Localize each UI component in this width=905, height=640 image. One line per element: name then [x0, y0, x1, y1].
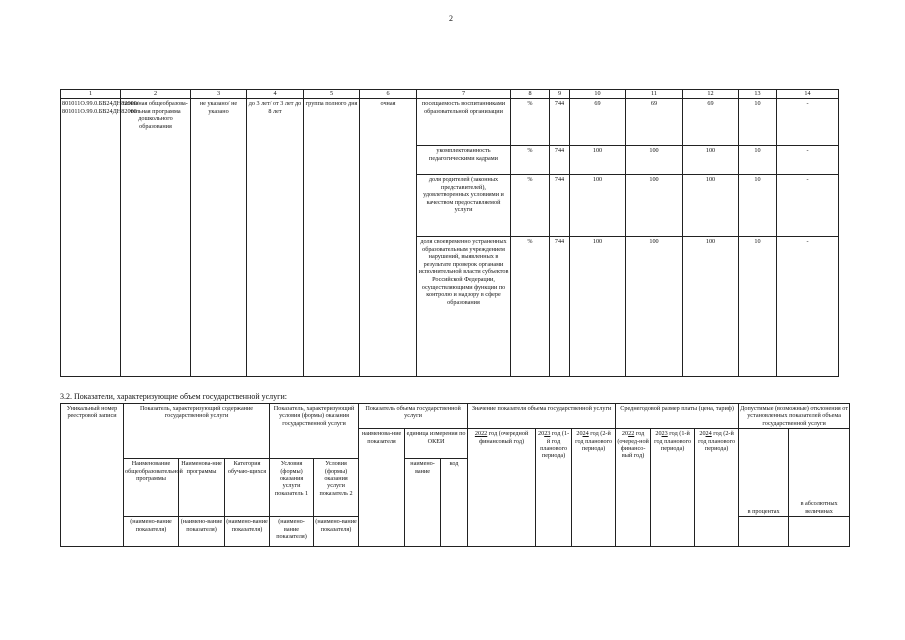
section-title: 3.2. Показатели, характеризующие объем государственной услуги: — [60, 392, 287, 401]
col-num: 8 — [511, 90, 550, 99]
column-numbers-row — [61, 90, 839, 99]
content-col-1: Наименование общеобразовательной программы — [124, 459, 179, 517]
deviation-cell: 10 — [739, 146, 777, 175]
abs-deviation-cell: - — [777, 237, 839, 377]
sub-label: (наимено-вание показателя) — [179, 517, 225, 547]
unit-cell: % — [511, 99, 550, 146]
empty-cell — [739, 517, 789, 547]
col-num: 12 — [683, 90, 739, 99]
indicator-name: укомплектованность педагогическими кадрами — [417, 146, 511, 175]
value-cell: 100 — [626, 237, 683, 377]
col-num: 11 — [626, 90, 683, 99]
value-year-2: 2023 год (1-й год планового периода) — [536, 429, 572, 547]
condition-col-2: Условия (формы) оказания услуги показатель 2 — [314, 459, 359, 517]
value-cell: 69 — [683, 99, 739, 146]
indicator-name: посещаемость воспитанниками образовательной организации — [417, 99, 511, 146]
price-year-1: 2022 год (очеред-ной финансо-вый год) — [616, 429, 651, 547]
abs-deviation-cell: - — [777, 146, 839, 175]
content-header: Показатель, характеризующий содержание государственной услуги — [124, 404, 270, 459]
value-cell: 100 — [683, 175, 739, 237]
unit-code-header: код — [441, 459, 468, 547]
col-num: 1 — [61, 90, 121, 99]
sub-label: (наимено-вание показателя) — [270, 517, 314, 547]
col-num: 4 — [247, 90, 304, 99]
value-cell: 100 — [570, 237, 626, 377]
col-num: 10 — [570, 90, 626, 99]
indicator-name: доля родителей (законных представителей), удовлетворенных условиями и качеством предоставляемой услуги — [417, 175, 511, 237]
form-cell: очная — [360, 99, 417, 377]
value-cell: 100 — [570, 146, 626, 175]
deviation-cell: 10 — [739, 237, 777, 377]
table-row — [61, 99, 839, 146]
page-number: 2 — [449, 14, 453, 23]
unit-name-header: наимено-вание — [405, 459, 441, 547]
deviation-header: Допустимые (возможные) отклонения от установленных показателей объема государственной услуги — [740, 405, 849, 427]
value-cell: 100 — [683, 237, 739, 377]
col-num: 9 — [550, 90, 570, 99]
sub-label: (наимено-вание показателя) — [225, 517, 270, 547]
okei-cell: 744 — [550, 237, 570, 377]
volume-unit-header: единица измерения по ОКЕИ — [405, 429, 468, 459]
conditions-header: Показатель, характеризующий условия (формы) оказания государственной услуги — [270, 404, 359, 459]
volume-name-header: наименова-ние показателя — [359, 429, 405, 547]
empty-cell — [789, 517, 850, 547]
program-name-cell: не указано/ не указано — [191, 99, 247, 377]
col-num: 3 — [191, 90, 247, 99]
col-num: 13 — [739, 90, 777, 99]
abs-deviation-cell: - — [777, 175, 839, 237]
value-cell: 100 — [570, 175, 626, 237]
okei-cell: 744 — [550, 99, 570, 146]
deviation-abs-header: в абсолютных величинах — [789, 429, 850, 517]
price-header: Среднегодовой размер платы (цена, тариф) — [616, 404, 739, 429]
unit-cell: % — [511, 237, 550, 377]
col-num: 6 — [360, 90, 417, 99]
sub-label: (наимено-вание показателя) — [124, 517, 179, 547]
deviation-cell: 10 — [739, 175, 777, 237]
group-cell: группа полного дня — [304, 99, 360, 377]
deviation-cell: 10 — [739, 99, 777, 146]
condition-col-1: Условия (формы) оказания услуги показатель 1 — [270, 459, 314, 517]
quality-indicators-table — [60, 89, 839, 377]
value-cell: 100 — [626, 175, 683, 237]
content-col-2: Наименова-ние программы — [179, 459, 225, 517]
okei-cell: 744 — [550, 146, 570, 175]
value-header: Значение показателя объема государственной услуги — [468, 404, 616, 429]
value-cell: 100 — [626, 146, 683, 175]
value-year-3: 2024 год (2-й год планового периода) — [572, 429, 616, 547]
value-cell: 100 — [683, 146, 739, 175]
unit-cell: % — [511, 146, 550, 175]
col-num: 14 — [777, 90, 839, 99]
age-category-cell: до 3 лет/ от 3 лет до 8 лет — [247, 99, 304, 377]
unique-number-header: Уникальный номер реестровой записи — [61, 404, 124, 547]
value-cell: 69 — [626, 99, 683, 146]
unit-cell: % — [511, 175, 550, 237]
price-year-3: 2024 год (2-й год планового периода) — [695, 429, 739, 547]
okei-cell: 744 — [550, 175, 570, 237]
deviation-percent-header: в процентах — [739, 429, 789, 517]
indicator-name: доля своевременно устраненных образовательным учреждением нарушений, выявленных в результате проверок органами исполнительной власти субъектов Российской Федерации, осуществляющими функции по контролю и надзору в сфере образования — [417, 237, 511, 377]
col-num: 5 — [304, 90, 360, 99]
col-num: 2 — [121, 90, 191, 99]
col-num: 7 — [417, 90, 511, 99]
registry-number: 801011О.99.0.БВ24ДН82000/ 801011О.99.0.БВ24ДН82000 — [61, 99, 121, 377]
content-col-3: Категория обучаю-щихся — [225, 459, 270, 517]
program-cell: основная общеобразова-тельная программа дошкольного образования — [121, 99, 191, 377]
sub-label: (наимено-вание показателя) — [314, 517, 359, 547]
volume-header: Показатель объема государственной услуги — [359, 404, 468, 429]
price-year-2: 2023 год (1-й год планового периода) — [651, 429, 695, 547]
value-year-1: 2022 год (очередной финансовый год) — [468, 429, 536, 547]
abs-deviation-cell: - — [777, 99, 839, 146]
header-row — [61, 404, 850, 429]
volume-indicators-table — [60, 403, 850, 547]
value-cell: 69 — [570, 99, 626, 146]
